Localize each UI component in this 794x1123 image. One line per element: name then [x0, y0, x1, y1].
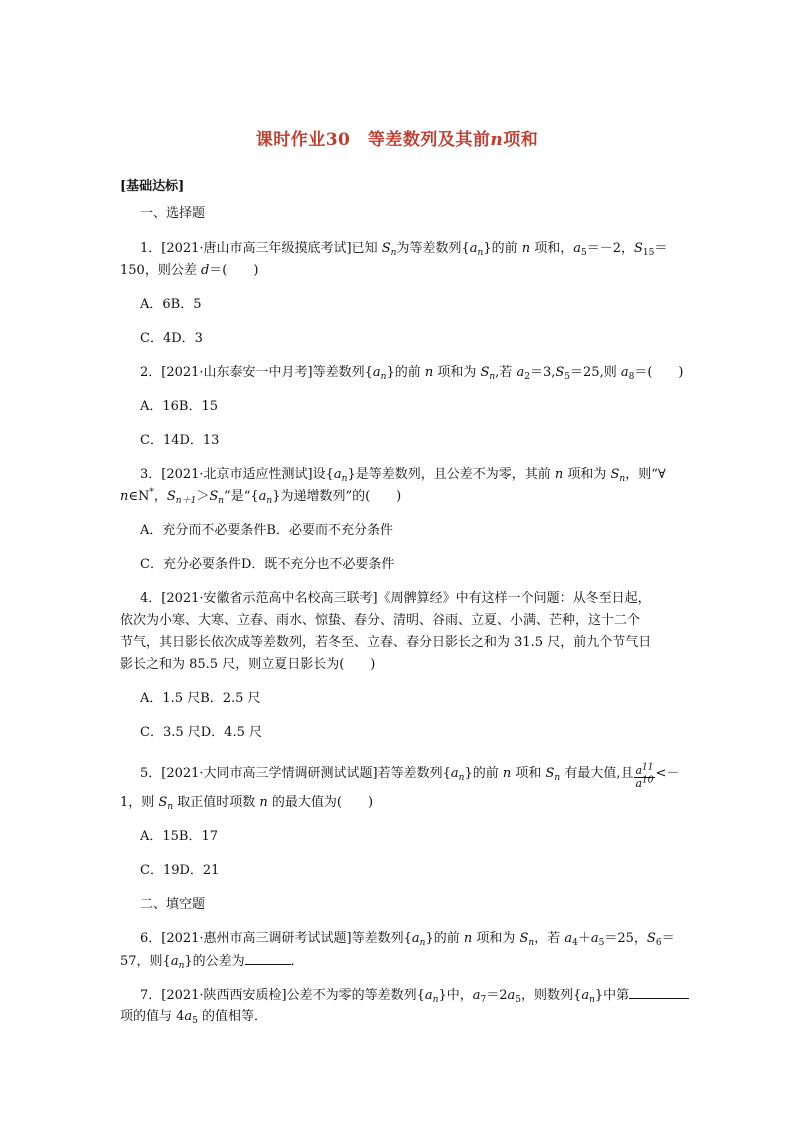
question-1-options-ab: A．6B．5 — [140, 297, 202, 312]
part2-heading: 二、填空题 — [140, 897, 206, 912]
question-3-line2: n∈N*，$S_{n+1}>S_n$”是“$\{a_n\}$为递增数列”的( ) — [120, 487, 402, 506]
page-title: 课时作业30 等差数列及其前n项和 — [255, 130, 539, 150]
question-6-line2: 57，则$\{a_n\}$的公差为 ． — [120, 954, 304, 971]
question-2-line1: 2．[2021·山东泰安一中月考]等差数列$\{a_n\}$的前 n 项和为 $S_n$,若 $a_2=3,S_5=25$,则 $a_8=$( ) — [140, 365, 684, 382]
question-7-line1: 7．[2021·陕西西安质检]公差不为零的等差数列$\{a_n\}$中，$a_7=2a_5$，则数列$\{a_n\}$中第 — [140, 986, 689, 1005]
question-3-options-cd: C．充分必要条件D．既不充分也不必要条件 — [140, 557, 395, 572]
answer-blank[interactable] — [629, 986, 689, 999]
question-7-line2: 项的值与 $4a_5$ 的值相等． — [120, 1009, 268, 1026]
question-5-line1: 5．[2021·大同市高三学情调研测试试题]若等差数列$\{a_n\}$的前 n 项和 $S_n$ 有最大值,且 $\frac{a^{11}}{a^{10}}$ <－ — [140, 762, 680, 790]
question-2-options-cd: C．14D．13 — [140, 433, 220, 448]
fraction-a11-over-a10: $\frac{a^{11}}{a^{10}}$ — [635, 762, 654, 790]
part1-heading: 一、选择题 — [140, 206, 206, 221]
question-5-options-cd: C．19D．21 — [140, 863, 220, 878]
question-4-line2: 依次为小寒、大寒、立春、雨水、惊蛰、春分、清明、谷雨、立夏、小满、芒种，这十二个 — [120, 613, 641, 628]
question-2-options-ab: A．16B．15 — [140, 399, 219, 414]
section-basic-label: [基础达标] — [120, 179, 185, 194]
question-1-line2: 150，则公差 d＝( ) — [120, 263, 259, 278]
question-4-line1: 4．[2021·安徽省示范高中名校高三联考]《周髀算经》中有这样一个问题：从冬至日起， — [140, 591, 651, 606]
question-3-line1: 3．[2021·北京市适应性测试]设$\{a_n\}$是等差数列，且公差不为零，其前 n 项和为 $S_n$，则“∀ — [140, 467, 666, 484]
question-3-options-ab: A．充分而不必要条件B．必要而不充分条件 — [140, 523, 393, 538]
question-6-line1: 6．[2021·惠州市高三调研考试试题]等差数列$\{a_n\}$的前 n 项和为 $S_n$，若 $a_4+a_5=25$，$S_6=$ — [140, 931, 675, 948]
question-4-line4: 影长之和为 85.5 尺，则立夏日影长为( ) — [120, 657, 376, 672]
question-1-options-cd: C．4D．3 — [140, 331, 203, 346]
question-1-line1: 1．[2021·唐山市高三年级摸底考试]已知 $S_n$为等差数列$\{a_n\}$的前 n 项和，$a_5=-2$，$S_{15}=$ — [140, 241, 668, 258]
question-5-line2: 1，则 $S_n$ 取正值时项数 n 的最大值为( ) — [120, 795, 374, 812]
question-4-options-ab: A．1.5 尺B．2.5 尺 — [140, 691, 261, 706]
question-5-options-ab: A．15B．17 — [140, 829, 219, 844]
question-4-options-cd: C．3.5 尺D．4.5 尺 — [140, 725, 262, 740]
answer-blank[interactable] — [245, 952, 291, 965]
question-4-line3: 节气，其日影长依次成等差数列，若冬至、立春、春分日影长之和为 31.5 尺，前九个节气日 — [120, 635, 652, 650]
